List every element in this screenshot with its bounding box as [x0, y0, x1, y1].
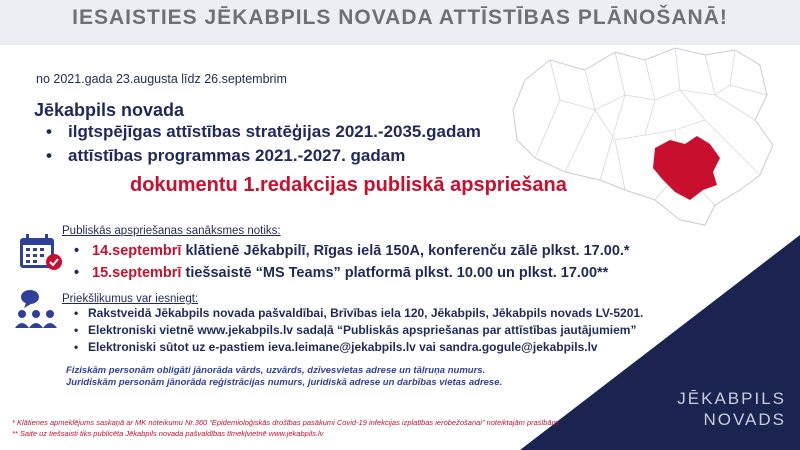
- document-item: • ilgtspējīgas attīstības stratēģijas 2021.-2035.gadam: [46, 120, 481, 144]
- check-icon: [46, 254, 62, 270]
- map-outline: [513, 48, 773, 225]
- footnote-line: ** Saite uz tiešsaisti tiks publicēta Jēkabpils novada pašvaldības tīmekļvietnē www.jekabpils.lv: [12, 429, 324, 438]
- meetings-label: Publiskās apspriešanas sanāksmes notiks:: [62, 225, 281, 237]
- submissions-list: [74, 305, 643, 356]
- page-title: IESAISTIES JĒKABPILS NOVADA ATTĪSTĪBAS PLĀNOŠANĀ!: [72, 6, 728, 29]
- map-inner-borders: [535, 48, 767, 205]
- submission-item: • Elektroniski vietnē www.jekabpils.lv sadaļā “Publiskās apspriešanas par attīstības jautājumiem”: [74, 322, 643, 339]
- submission-item: • Elektroniski sūtot uz e-pastiem ieva.leimane@jekabpils.lv vai sandra.gogule@jekabpils.lv: [74, 339, 643, 356]
- jekabpils-logo: [676, 388, 786, 430]
- meeting-date: 14.septembrī: [92, 243, 182, 259]
- meeting-item: [74, 240, 630, 262]
- period-text: no 2021.gada 23.augusta līdz 26.septembrim: [36, 72, 287, 86]
- note-line: Fiziskām personām obligāti jānorāda vārds, uzvārds, dzīvesvietas adrese un tālruņa numurs.: [66, 365, 486, 376]
- people-icon: [14, 290, 60, 330]
- calendar-icon: [18, 232, 64, 272]
- note-line: Juridiskām personām jānorāda reģistrācijas numurs, juridiskā adrese un darbības vietas adrese.: [66, 377, 503, 388]
- submissions-label: Priekšlikumus var iesniegt:: [62, 293, 199, 305]
- region-map: [505, 40, 785, 230]
- meeting-text: tiešsaistē “MS Teams” platformā plkst. 10.00 un plkst. 17.00**: [181, 265, 609, 281]
- requirements-note: [66, 365, 502, 389]
- footnote-line: * Klātienes apmeklējums saskaņā ar MK noteikumu Nr.360 “Epidemioloģiskās drošības pasākumi Covid-19 infekcijas izplatības ierobežošanai” noteiktajām prasībām.: [12, 418, 560, 427]
- submission-item: • Rakstveidā Jēkabpils novada pašvaldībai, Brīvības iela 120, Jēkabpils, Jēkabpils novads LV-5201.: [74, 305, 643, 322]
- logo-line: JĒKABPILS: [677, 389, 786, 408]
- meetings-list: [74, 240, 630, 284]
- meeting-item: [74, 262, 630, 284]
- meeting-text: klātienē Jēkabpilī, Rīgas ielā 150A, konferenču zālē plkst. 17.00.*: [181, 243, 630, 259]
- document-item: • attīstības programmas 2021.-2027. gadam: [46, 144, 481, 168]
- heading: Jēkabpils novada: [34, 100, 185, 120]
- logo-line: NOVADS: [703, 410, 786, 429]
- document-list: [46, 120, 481, 168]
- meeting-date: 15.septembrī: [92, 265, 182, 281]
- highlight-text: dokumentu 1.redakcijas publiskā apspriešana: [130, 174, 567, 196]
- footnotes: [12, 417, 560, 439]
